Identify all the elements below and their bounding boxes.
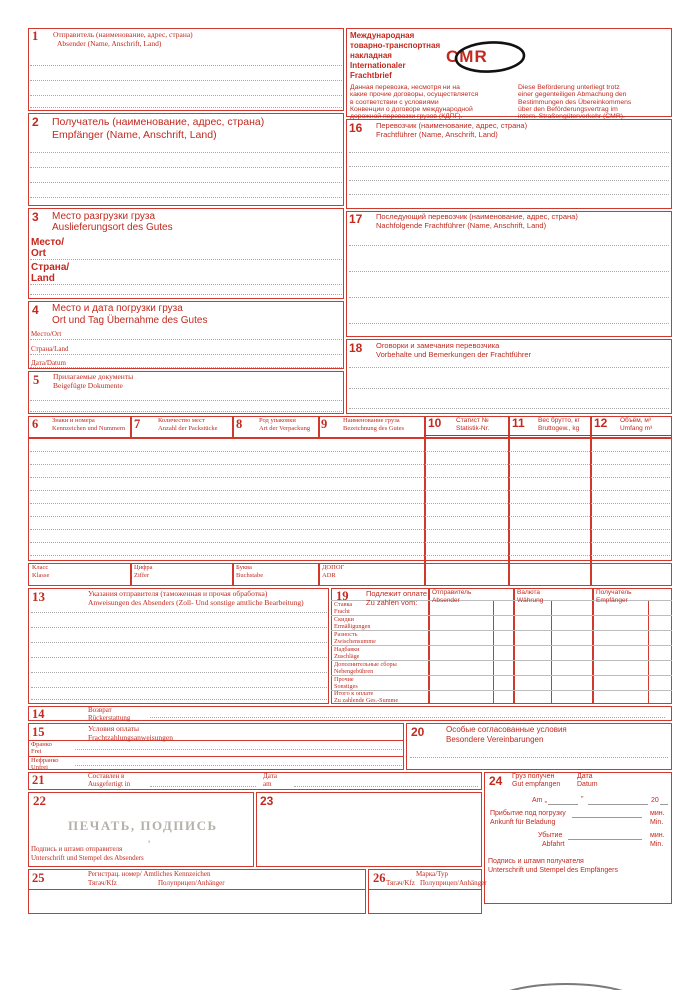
divider [28,889,366,890]
field-17-number: 17 [349,212,363,226]
divider [428,588,430,704]
col-11-number: 11 [512,416,525,430]
divider [331,645,672,646]
fill-line [30,411,342,412]
fill-line [30,95,342,96]
field-16-title-ru: Перевозчик (наименование, адрес, страна) [376,121,528,130]
year-prefix: 20 [651,797,659,804]
field-15-number: 15 [32,725,45,739]
convention-note-de: Diese Beförderung unterliegt trotz einer gegenteiligen Abmachung den Bestimmungen des Übereinkommens über den Beförderungsvertrag im intern. Straßengüterverkehr (CMR). [518,84,632,120]
sender-signature-label-de: Unterschrift und Stempel des Absenders [31,854,144,862]
departure-label-ru: Убытие [538,832,563,839]
fill-line [31,657,327,658]
field-26-number: 26 [373,871,386,885]
fill-line [349,180,669,181]
field-23-box [256,792,482,867]
field-18-title-de: Vorbehalte und Bemerkungen der Frachtführer [376,350,532,359]
charges-row-label: Итого к оплате Zu zahlende Ges.-Summe [334,690,399,704]
fill-line [30,182,342,183]
field-3-number: 3 [32,210,39,224]
fill-line [30,167,342,168]
col-10-number: 10 [428,416,442,430]
fill-line [30,542,670,543]
fill-line [150,717,665,718]
cmr-logo: CMR [446,47,488,66]
write-line [568,839,642,840]
divider [28,740,404,741]
fill-line [31,672,327,673]
waybill-title-ru: Международная товарно-транспортная накладная [350,31,441,60]
field-5-title-de: Beigefügte Dokumente [53,381,123,390]
col-7-number: 7 [134,417,141,431]
fill-line [31,699,327,700]
fill-line [31,687,327,688]
fill-line [349,323,669,324]
charges-row-label: Прочие Sonstiges [334,676,358,690]
divider [318,416,320,437]
field-21-title-ru: Составлен в [88,772,125,780]
field-5-title-ru: Прилагаемые документы [53,372,134,381]
franco-label-ru: Франко [31,741,52,748]
field-3-title-de: Auslieferungsort des Gutes [52,222,173,233]
fill-line [30,464,670,465]
charges-row-label: Ставка Fracht [334,601,353,615]
fill-line [30,65,342,66]
field-19-number: 19 [336,589,349,603]
divider [130,416,132,437]
loading-country-label: Страна/Land [31,345,69,353]
watermark-stamp-signature: ПЕЧАТЬ, ПОДПИСЬ [68,818,218,833]
fill-line [349,166,669,167]
loading-place-label: Место/Ort [31,330,62,338]
field-2-title-ru: Получатель (наименование, адрес, страна) [52,116,265,128]
fill-line [30,451,670,452]
receiver-signature-label-ru: Подпись и штамп получателя [488,858,584,865]
divider [331,615,672,616]
charges-row-label: Разность Zwischensumme [334,631,376,645]
field-1-title-ru: Отправитель (наименование, адрес, страна) [53,30,193,39]
field-25-trailer-label: Полуприцеп/Anhänger [158,879,225,887]
arrival-min-ru: мин. [650,810,665,817]
receiver-signature-label-de: Unterschrift und Stempel des Empfängers [488,867,618,874]
fill-line [31,642,327,643]
field-21-date-de: am [263,780,272,788]
field-5-number: 5 [33,373,40,387]
charges-row-label: Дополнительные сборы Nebengebühren [334,661,397,675]
fill-line [30,339,342,340]
convention-note-ru: Данная перевозка, несмотря ни на какие прочие договоры, осуществляется в соответствии с условиями Конвенции о договоре международной дорожной перевозки грузов (КДПГ). [350,84,479,120]
fill-line [349,297,669,298]
am-label: Am „ [532,797,547,804]
field-14-title-de: Rückerstattung [88,714,131,722]
write-line [572,817,642,818]
field-14-number: 14 [32,707,45,721]
fill-line [30,529,670,530]
fill-line [30,490,670,491]
field-13-title-ru: Указания отправителя (таможенная и прочая обработка) [88,589,268,598]
field-24-number: 24 [489,774,503,788]
field-21-date-ru: Дата [263,772,277,780]
adr-adr-label: ДОПОГ ADR [322,564,345,579]
fill-line [31,627,327,628]
field-21-title-de: Ausgefertigt in [88,780,131,788]
write-line [548,804,578,805]
field-4-title-de: Ort und Tag Übernahme des Gutes [52,315,208,326]
field-16-title-de: Frachtführer (Name, Anschrift, Land) [376,130,498,139]
loading-date-label: Дата/Datum [31,359,66,367]
charges-col-currency: Валюта Währung [517,589,544,604]
charges-title-ru: Подлежит оплате [366,589,428,598]
goods-received-de: Gut empfangen [512,781,561,788]
charges-title-de: Zu zahlen vom: [366,598,418,607]
fill-line [75,749,402,750]
divider [318,563,320,586]
fill-line [75,765,402,766]
col-10-label: Статист № Statistik-Nr. [456,417,490,432]
charges-row-label: Скидки Ermäßigungen [334,616,371,630]
write-line [588,804,648,805]
field-2-title-de: Empfänger (Name, Anschrift, Land) [52,129,217,141]
col-6-label: Знаки и номера Kennzeichen und Nummern [52,417,126,432]
fill-line [30,516,670,517]
divider [424,416,426,586]
field-2-number: 2 [32,115,39,129]
adr-class-label: Класс Klasse [32,564,50,579]
fill-line [349,367,669,368]
arrival-min-de: Min. [650,819,664,826]
field-4-title-ru: Место и дата погрузки груза [52,303,183,314]
divider [508,416,510,586]
fill-line [30,284,342,285]
fill-line [150,786,256,787]
fill-line [30,152,342,153]
fill-line [349,271,669,272]
fill-line [349,245,669,246]
adr-row-box [28,563,672,586]
fill-line [294,786,478,787]
fill-line [349,408,669,409]
fill-line [30,555,670,556]
field-20-number: 20 [411,725,425,739]
fill-line [30,107,342,108]
field-3-title-ru: Место разгрузки груза [52,211,156,222]
arrival-label-ru: Прибытие под погрузку [490,810,566,817]
watermark-mark: , [148,834,151,844]
col-11-label: Вес брутто, кг Bruttogew., kg [538,417,580,432]
col-9-label: Наименование груза Bezeichnung des Gutes [343,417,405,432]
divider [592,588,594,704]
write-line [660,804,668,805]
charges-row-label: Надбавки Zuschläge [334,646,360,660]
departure-min-ru: мин. [650,832,665,839]
divider [424,435,672,436]
sender-signature-label-ru: Подпись и штамп отправителя [31,845,123,853]
field-24-date-ru: Дата [577,773,593,780]
divider [232,563,234,586]
field-20-title-ru: Особые согласованные условия [446,725,567,734]
field-18-title-ru: Оговорки и замечания перевозчика [376,341,500,350]
fill-line [30,294,342,295]
charges-col-sender: Отправитель Absender [432,589,472,604]
quote-mark: " [581,796,584,803]
fill-line [30,400,342,401]
field-21-number: 21 [32,773,45,787]
field-25-number: 25 [32,871,45,885]
fill-line [349,388,669,389]
arrival-label-de: Ankunft für Beladung [490,819,556,826]
divider [513,588,515,704]
fill-line [410,757,668,758]
fill-line [30,354,342,355]
field-1-number: 1 [32,29,39,43]
adr-letter-label: Буква Buchstabe [236,564,264,579]
field-1-title-de: Absender (Name, Anschrift, Land) [57,39,162,48]
field-23-number: 23 [260,794,274,808]
fill-line [30,259,342,260]
field-20-title-de: Besondere Vereinbarungen [446,735,544,744]
col-8-label: Род упаковки Art der Verpackung [259,417,311,432]
waybill-title-de: Internationaler Frachtbrief [350,61,406,80]
country-label-de: Land [31,273,55,284]
divider [232,416,234,437]
field-13-title-de: Anweisungen des Absenders (Zoll- Und sonstige amtliche Bearbeitung) [88,598,304,607]
field-25-truck-label: Тягач/Kfz [88,879,117,887]
field-17-title-de: Nachfolgende Frachtführer (Name, Anschrift, Land) [376,221,547,230]
divider [130,563,132,586]
stamp-oval-partial [478,981,654,990]
departure-label-de: Abfahrt [542,841,565,848]
field-14-title-ru: Возврат [88,706,112,714]
field-18-number: 18 [349,341,363,355]
col-12-number: 12 [594,416,608,430]
field-22-number: 22 [33,793,46,808]
col-12-label: Объём, м³ Umfang m³ [620,417,653,432]
field-24-date-de: Datum [577,781,598,788]
field-24-box [484,772,672,904]
fill-line [30,367,342,368]
divider [590,416,592,586]
col-8-number: 8 [236,417,243,431]
fill-line [30,503,670,504]
charges-col-receiver: Получатель Empfänger [596,589,632,604]
field-26-trailer-label: Полуприцеп/Anhänger [420,879,487,887]
col-9-number: 9 [321,417,328,431]
country-label-ru: Страна/ [31,262,70,273]
franco-label-de: Frei [31,748,42,755]
divider [28,756,404,757]
unfranco-label-ru: Нефранко [31,757,59,764]
col-6-number: 6 [32,417,39,431]
field-25-title: Регистрац. номер/ Amtliches Kennzeichen [88,870,211,878]
departure-min-de: Min. [650,841,664,848]
fill-line [349,194,669,195]
fill-line [31,612,327,613]
field-26-truck-label: Тягач/Kfz [386,879,415,887]
goods-received-ru: Груз получен [512,773,555,780]
unfranco-label-de: Unfrei [31,764,48,771]
field-15-title-de: Frachtzahlungsanweisungen [88,733,173,742]
place-label-de: Ort [31,248,46,259]
fill-line [349,152,669,153]
fill-line [30,197,342,198]
adr-number-label: Цифра Ziffer [134,564,153,579]
field-15-title-ru: Условия оплаты [88,724,140,733]
field-26-title: Марка/Typ [416,870,448,878]
field-15-box [28,723,404,770]
divider [28,437,672,439]
fill-line [30,80,342,81]
divider [331,630,672,631]
fill-line [30,477,670,478]
cmr-oval [452,40,528,76]
field-4-number: 4 [32,303,39,317]
field-16-number: 16 [349,121,363,135]
field-13-number: 13 [32,589,45,604]
field-17-title-ru: Последующий перевозчик (наименование, адрес, страна) [376,212,578,221]
col-7-label: Количество мест Anzahl der Packstücke [158,417,218,432]
place-label-ru: Место/ [31,237,64,248]
divider [368,889,482,890]
